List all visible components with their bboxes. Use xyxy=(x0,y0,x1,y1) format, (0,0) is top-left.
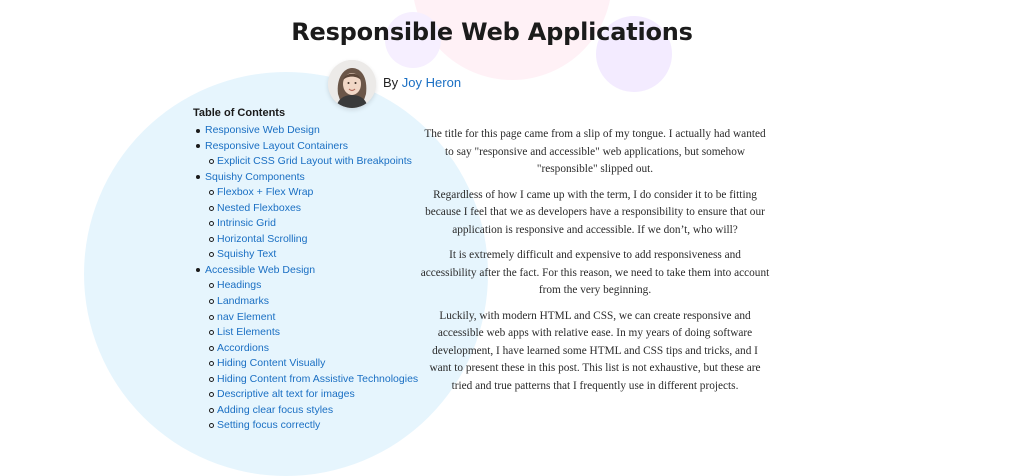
toc-sublink[interactable]: Hiding Content from Assistive Technologies xyxy=(217,372,419,385)
toc-sublink[interactable]: Explicit CSS Grid Layout with Breakpoints xyxy=(217,155,412,168)
toc-sublink[interactable]: Headings xyxy=(217,279,262,292)
toc-sublink[interactable]: Setting focus correctly xyxy=(217,419,321,432)
author-portrait-icon xyxy=(328,60,376,108)
toc-sublink[interactable]: Intrinsic Grid xyxy=(217,217,276,230)
toc-sublink[interactable]: List Elements xyxy=(217,326,281,339)
article-paragraph: It is extremely difficult and expensive to add responsiveness and accessibility after the fact. For this reason, we need to take them into account from the very beginning. xyxy=(420,249,770,296)
article-paragraph: Luckily, with modern HTML and CSS, we can create responsive and accessible web apps with relative ease. In my years of doing software development, I have learned some HTML and CSS tips and tricks, and I want to present these in this post. This list is not exhaustive, but these are tried and true patterns that I frequently use in different projects. xyxy=(429,309,761,392)
article-paragraph: The title for this page came from a slip of my tongue. I actually had wanted to say "responsive and accessible" web applications, but somehow "responsible" slipped out. xyxy=(424,128,766,175)
toc-sublink[interactable]: Accordions xyxy=(217,341,269,354)
toc-title: Table of Contents xyxy=(193,107,286,119)
page-title: Responsible Web Applications xyxy=(291,18,693,46)
toc-sublink[interactable]: Landmarks xyxy=(217,295,269,308)
toc-sublink[interactable]: nav Element xyxy=(217,310,276,323)
toc-link[interactable]: Responsive Web Design xyxy=(205,124,320,136)
toc-sublink[interactable]: Descriptive alt text for images xyxy=(217,388,355,401)
toc-sublink[interactable]: Hiding Content Visually xyxy=(217,357,326,370)
author-avatar xyxy=(328,60,376,108)
toc-subitem xyxy=(217,418,483,434)
toc-sublink[interactable]: Flexbox + Flex Wrap xyxy=(217,186,314,199)
toc-subitem xyxy=(217,403,483,419)
article-intro xyxy=(420,126,770,403)
toc-sublink[interactable]: Squishy Text xyxy=(217,248,277,261)
byline xyxy=(383,75,461,90)
byline-prefix: By xyxy=(383,75,402,90)
toc-link[interactable]: Squishy Components xyxy=(205,170,305,183)
toc-sublink[interactable]: Horizontal Scrolling xyxy=(217,232,308,245)
toc-sublink[interactable]: Adding clear focus styles xyxy=(217,403,334,416)
toc-link[interactable]: Responsive Layout Containers xyxy=(205,139,349,152)
article-paragraph: Regardless of how I came up with the term, I do consider it to be fitting because I feel that we as developers have a responsibility to ensure that our application is responsive and accessible. If we don’t, who will? xyxy=(425,188,765,236)
toc-link[interactable]: Accessible Web Design xyxy=(205,263,316,276)
author-link[interactable]: Joy Heron xyxy=(401,75,462,90)
toc-sublink[interactable]: Nested Flexboxes xyxy=(217,201,302,214)
